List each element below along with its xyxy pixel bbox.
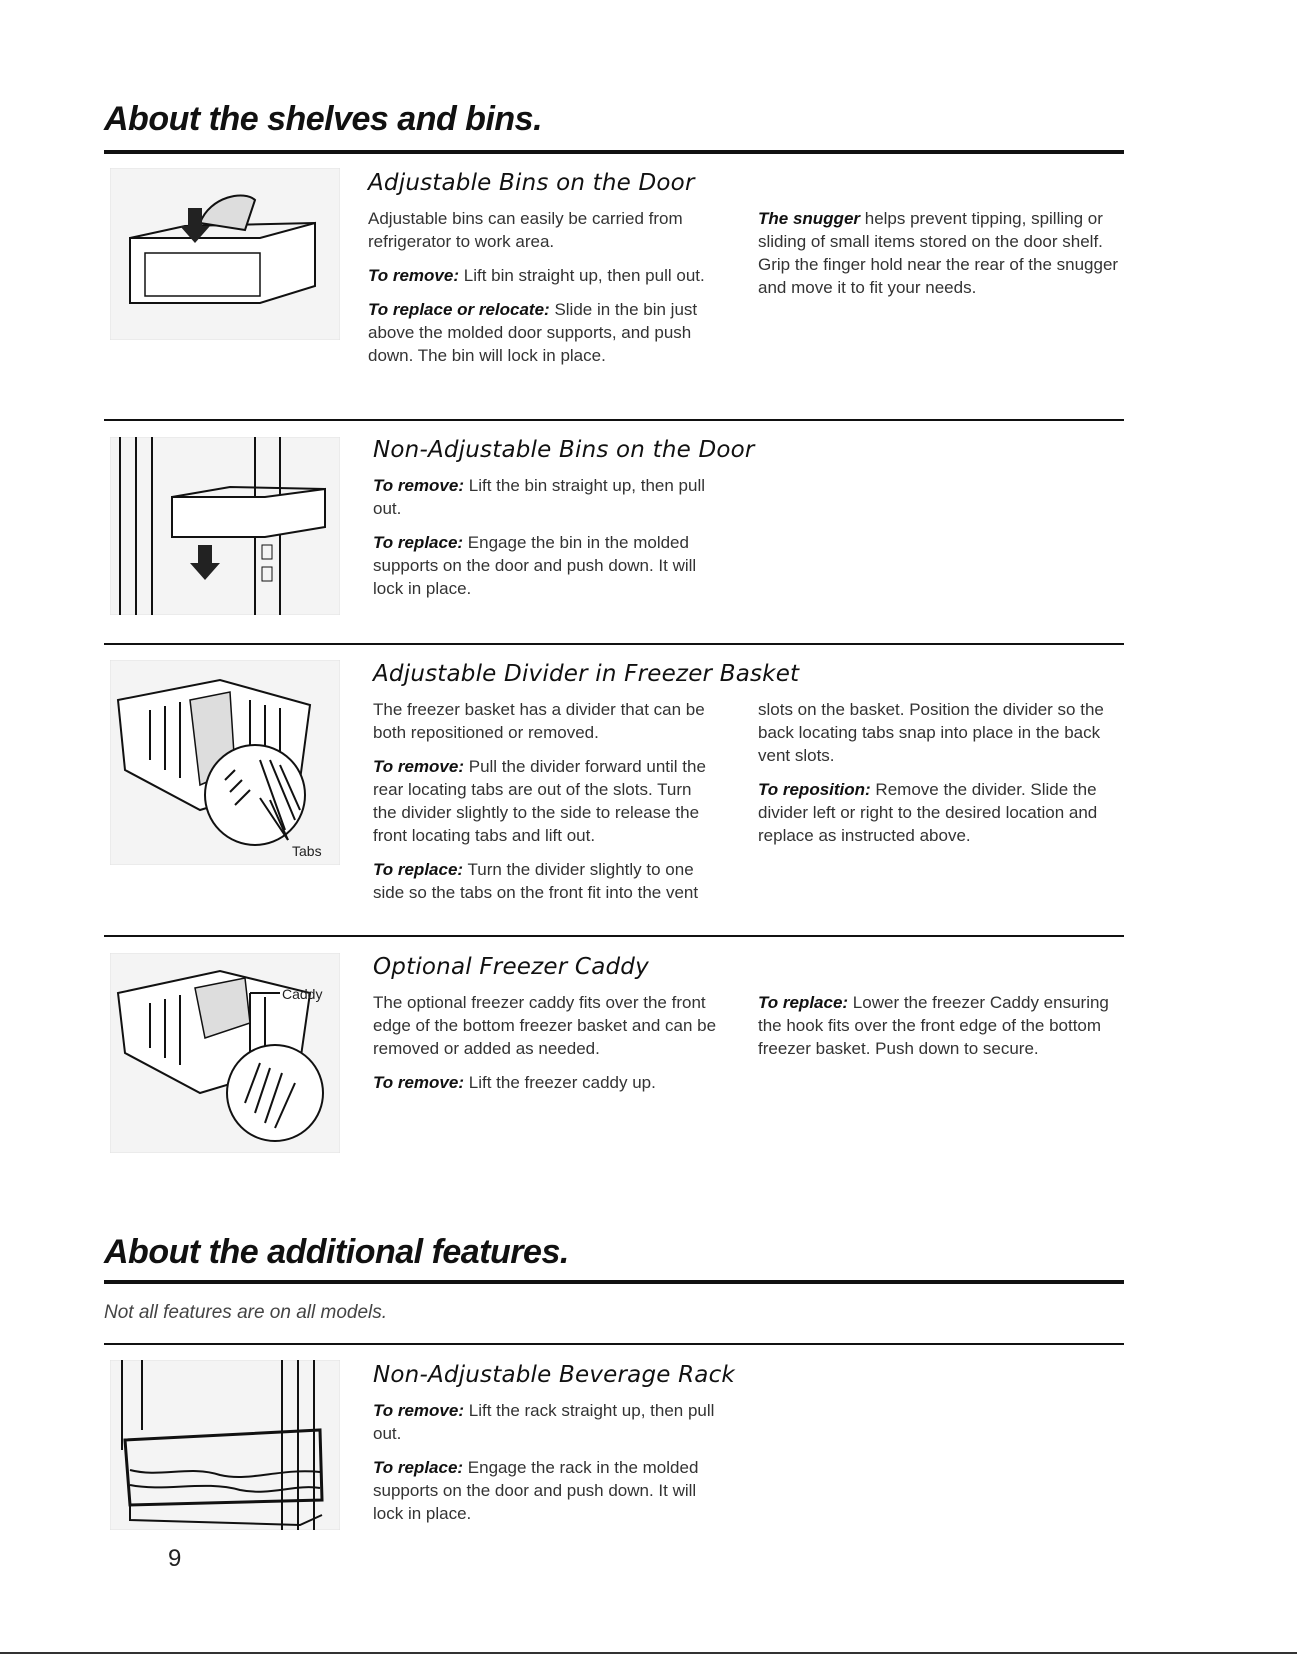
section-title-non-adjustable-bins: Non-Adjustable Bins on the Door <box>373 437 755 463</box>
paragraph: To replace: Engage the bin in the molded supports on the door and push down. It will lock in place. <box>373 533 697 598</box>
section-title-beverage-rack: Non-Adjustable Beverage Rack <box>373 1362 735 1388</box>
section4-column-left <box>373 991 728 1105</box>
paragraph: The freezer basket has a divider that can be both repositioned or removed. <box>373 700 705 742</box>
models-note: Not all features are on all models. <box>104 1302 388 1323</box>
heading-rule <box>104 150 1124 154</box>
section-title-freezer-caddy: Optional Freezer Caddy <box>373 954 649 980</box>
freezer-caddy-illustration <box>110 953 340 1153</box>
section1-column-left <box>368 207 708 378</box>
paragraph: To remove: Lift the freezer caddy up. <box>373 1073 656 1092</box>
caddy-callout-label: Caddy <box>282 986 323 1002</box>
section3-column-right <box>758 698 1124 858</box>
paragraph: To remove: Lift the rack straight up, then pull out. <box>373 1401 715 1443</box>
non-adjustable-door-bin-illustration <box>110 437 340 615</box>
section-title-divider: Adjustable Divider in Freezer Basket <box>373 661 800 687</box>
adjustable-door-bin-illustration <box>110 168 340 340</box>
section-title-adjustable-bins: Adjustable Bins on the Door <box>368 170 695 196</box>
section2-column-left <box>373 474 713 611</box>
paragraph: To replace: Turn the divider slightly to one side so the tabs on the front fit into the vent <box>373 860 699 902</box>
paragraph: To replace: Lower the freezer Caddy ensuring the hook fits over the front edge of the bottom freezer basket. Push down to secure. <box>758 993 1109 1058</box>
beverage-rack-illustration <box>110 1360 340 1530</box>
paragraph: slots on the basket. Position the divider so the back locating tabs snap into place in the back vent slots. <box>758 700 1104 765</box>
section4-column-right <box>758 991 1124 1071</box>
paragraph: To replace: Engage the rack in the molded supports on the door and push down. It will lock in place. <box>373 1458 699 1523</box>
paragraph: The snugger helps prevent tipping, spilling or sliding of small items stored on the door shelf. Grip the finger hold near the rear of the snugger and move it to fit your needs. <box>758 209 1119 297</box>
paragraph: To remove: Pull the divider forward until the rear locating tabs are out of the slots. Turn the divider slightly to the side to release the front locating tabs and lift out. <box>373 757 706 845</box>
paragraph: To reposition: Remove the divider. Slide the divider left or right to the desired location and replace as instructed above. <box>758 780 1098 845</box>
page-bottom-edge <box>0 1652 1297 1654</box>
section1-column-right <box>758 207 1124 310</box>
section-divider <box>104 1343 1124 1345</box>
section3-column-left <box>373 698 718 915</box>
section5-column-left <box>373 1399 728 1536</box>
paragraph: The optional freezer caddy fits over the front edge of the bottom freezer basket and can be removed or added as needed. <box>373 993 717 1058</box>
page-heading-shelves-bins: About the shelves and bins. <box>104 100 543 138</box>
section-divider <box>104 643 1124 645</box>
paragraph: To remove: Lift the bin straight up, then pull out. <box>373 476 706 518</box>
page-number: 9 <box>168 1545 182 1572</box>
tabs-callout-label: Tabs <box>292 843 322 859</box>
paragraph: To remove: Lift bin straight up, then pull out. <box>368 266 705 285</box>
section-divider <box>104 419 1124 421</box>
paragraph: Adjustable bins can easily be carried from refrigerator to work area. <box>368 209 683 251</box>
freezer-basket-divider-illustration <box>110 660 340 865</box>
heading-rule <box>104 1280 1124 1284</box>
page-heading-additional-features: About the additional features. <box>104 1233 569 1271</box>
paragraph: To replace or relocate: Slide in the bin just above the molded door supports, and push down. The bin will lock in place. <box>368 300 698 365</box>
section-divider <box>104 935 1124 937</box>
